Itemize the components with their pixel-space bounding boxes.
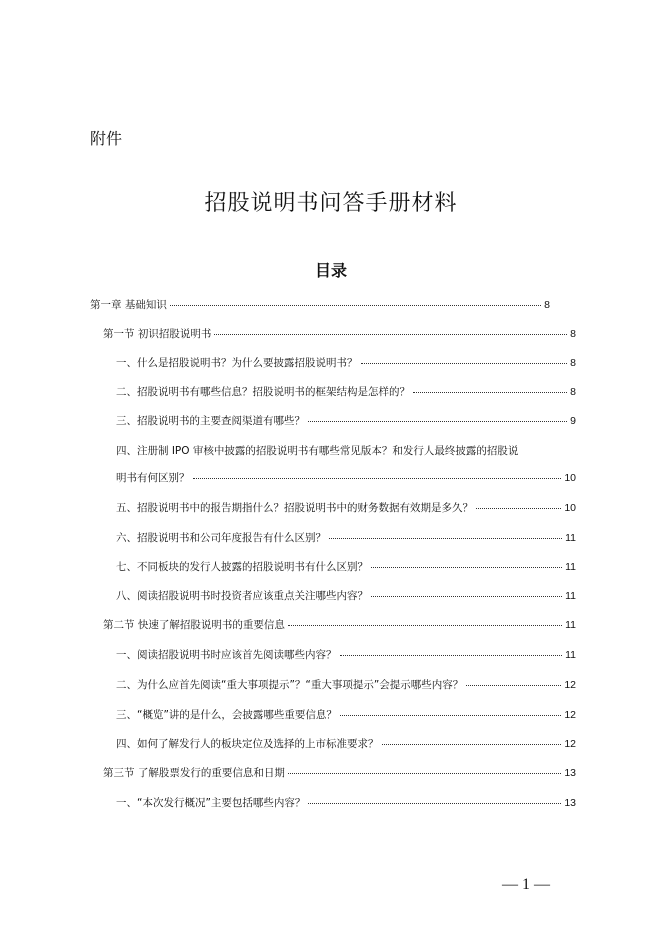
toc-entry-text: 二、招股说明书有哪些信息？招股说明书的框架结构是怎样的？ — [116, 386, 410, 398]
toc-entry-page: 8 — [570, 386, 576, 398]
toc-leader-dots — [288, 625, 562, 626]
toc-entry-section-3[interactable] — [103, 765, 576, 780]
toc-entry-item[interactable] — [116, 530, 576, 545]
toc-entry-section-2[interactable] — [103, 617, 576, 632]
attachment-label: 附件 — [90, 129, 123, 148]
toc-entry-text: 八、阅读招股说明书时投资者应该重点关注哪些内容？ — [116, 590, 368, 602]
toc-entry-text: 三、招股说明书的主要查阅渠道有哪些？ — [116, 415, 305, 427]
toc-leader-dots — [329, 538, 562, 539]
toc-entry-item[interactable] — [116, 500, 576, 515]
toc-leader-dots — [361, 363, 568, 364]
toc-entry-text: 一、什么是招股说明书？为什么要披露招股说明书？ — [116, 357, 358, 369]
toc-leader-dots — [371, 567, 562, 568]
toc-entry-page: 13 — [564, 797, 576, 809]
toc-entry-item[interactable] — [116, 795, 576, 810]
toc-entry-text: 明书有何区别？ — [116, 472, 190, 484]
toc-leader-dots — [413, 392, 567, 393]
toc-entry-page: 12 — [564, 679, 576, 691]
toc-entry-text: 第二节 快速了解招股说明书的重要信息 — [103, 619, 285, 631]
toc-entry-page: 11 — [565, 619, 576, 631]
toc-entry-item[interactable] — [116, 559, 576, 574]
toc-entry-page: 10 — [564, 472, 576, 484]
toc-entry-item[interactable] — [116, 588, 576, 603]
toc-entry-page: 13 — [564, 767, 576, 779]
toc-entry-item[interactable] — [116, 413, 576, 428]
toc-entry-page: 8 — [544, 299, 550, 311]
toc-entry-item[interactable] — [116, 736, 576, 751]
toc-entry-item[interactable] — [116, 677, 576, 692]
toc-leader-dots — [193, 478, 562, 479]
toc-entry-page: 11 — [565, 649, 576, 661]
toc-entry-text: 五、招股说明书中的报告期指什么？招股说明书中的财务数据有效期是多久？ — [116, 502, 473, 514]
page-number: — 1 — — [502, 876, 550, 893]
toc-leader-dots — [308, 421, 567, 422]
toc-leader-dots — [308, 803, 561, 804]
toc-entry-text: 一、阅读招股说明书时应该首先阅读哪些内容？ — [116, 649, 337, 661]
toc-entry-item[interactable] — [116, 470, 576, 485]
toc-entry-page: 10 — [564, 502, 576, 514]
toc-entry-page: 8 — [570, 357, 576, 369]
toc-entry-text: 一、“本次发行概况”主要包括哪些内容？ — [116, 797, 306, 809]
toc-leader-dots — [170, 305, 541, 306]
toc-entry-item[interactable] — [116, 355, 576, 370]
toc-leader-dots — [288, 773, 561, 774]
toc-entry-item[interactable] — [116, 707, 576, 722]
toc-entry-text: 三、“概览”讲的是什么，会披露哪些重要信息？ — [116, 709, 337, 721]
toc-entry-page: 8 — [570, 328, 576, 340]
toc-heading: 目录 — [314, 261, 347, 280]
toc-entry-page: 11 — [565, 590, 576, 602]
toc-leader-dots — [371, 596, 562, 597]
toc-leader-dots — [466, 685, 561, 686]
toc-entry-item[interactable] — [116, 647, 576, 662]
toc-leader-dots — [340, 715, 561, 716]
toc-leader-dots — [214, 334, 567, 335]
document-title: 招股说明书问答手册材料 — [204, 191, 458, 216]
toc-entry-item[interactable] — [116, 384, 576, 399]
toc-entry-page: 11 — [565, 561, 576, 573]
toc-entry-page: 12 — [564, 709, 576, 721]
toc-entry-page: 12 — [564, 738, 576, 750]
toc-entry-text: 第一章 基础知识 — [90, 299, 167, 311]
toc-entry-text: 二、为什么应首先阅读“重大事项提示”？“重大事项提示”会提示哪些内容？ — [116, 679, 464, 691]
toc-entry-chapter-1[interactable] — [90, 297, 550, 312]
toc-leader-dots — [476, 508, 561, 509]
toc-entry-section-1[interactable] — [103, 326, 576, 341]
toc-entry-page: 9 — [570, 415, 576, 427]
toc-entry-text: 四、如何了解发行人的板块定位及选择的上市标准要求？ — [116, 738, 379, 750]
toc-entry-text-line1[interactable]: 四、注册制 IPO 审核中披露的招股说明书有哪些常见版本？和发行人最终披露的招股说 — [116, 445, 519, 457]
toc-leader-dots — [340, 655, 563, 656]
toc-entry-text: 七、不同板块的发行人披露的招股说明书有什么区别？ — [116, 561, 368, 573]
toc-entry-text: 第一节 初识招股说明书 — [103, 328, 212, 340]
toc-entry-text: 第三节 了解股票发行的重要信息和日期 — [103, 767, 285, 779]
toc-entry-page: 11 — [565, 532, 576, 544]
toc-leader-dots — [382, 744, 562, 745]
toc-entry-text: 六、招股说明书和公司年度报告有什么区别？ — [116, 532, 326, 544]
